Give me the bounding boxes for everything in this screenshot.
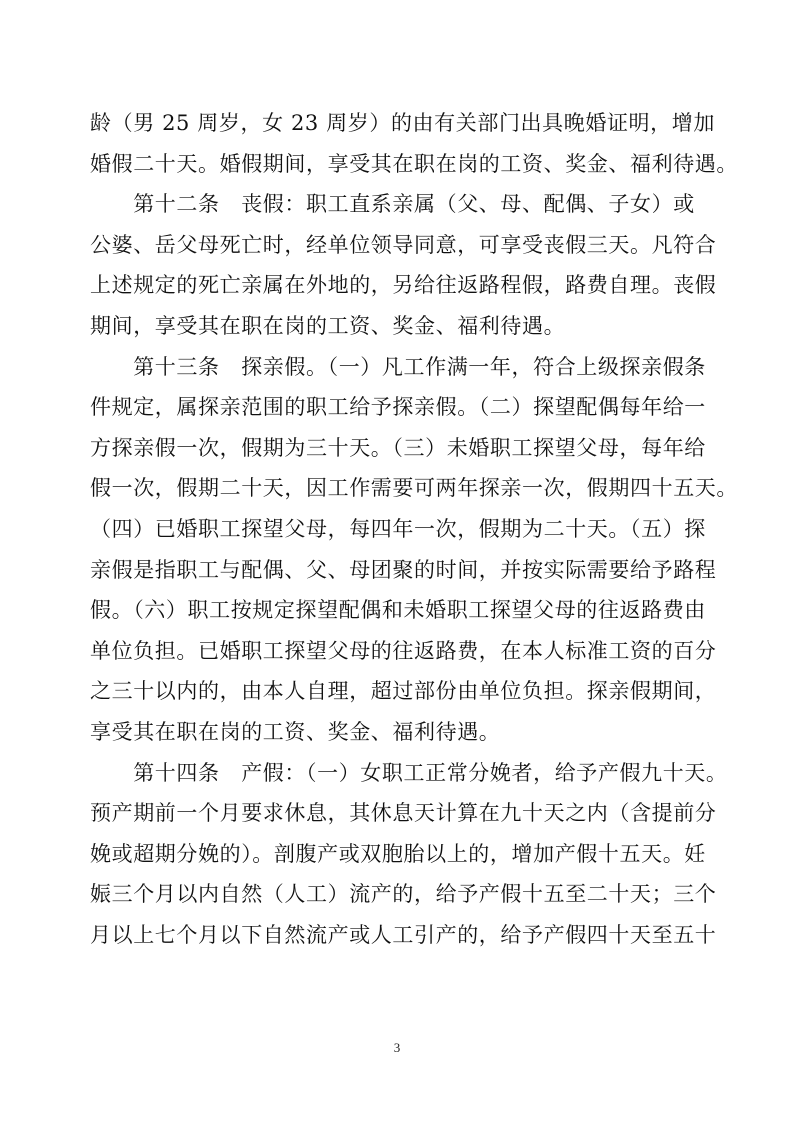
text-line: 亲假是指职工与配偶、父、母团聚的时间，并按实际需要给予路程 xyxy=(90,557,717,582)
text-line: 之三十以内的，由本人自理，超过部份由单位负担。探亲假期间， xyxy=(90,679,717,704)
page-number: 3 xyxy=(393,1040,401,1055)
text-line: 假一次，假期二十天，因工作需要可两年探亲一次，假期四十五天。 xyxy=(90,476,738,501)
text-line: 婚假二十天。婚假期间，享受其在职在岗的工资、奖金、福利待遇。 xyxy=(90,151,738,176)
text-line: 第十三条 探亲假。（一）凡工作满一年，符合上级探亲假条 xyxy=(90,354,706,379)
text-line: （四）已婚职工探望父母，每四年一次，假期为二十天。（五）探 xyxy=(90,516,706,541)
text-line: 娩或超期分娩的）。剖腹产或双胞胎以上的，增加产假十五天。妊 xyxy=(90,841,706,866)
text-line: 件规定，属探亲范围的职工给予探亲假。（二）探望配偶每年给一 xyxy=(90,395,706,420)
text-line: 期间，享受其在职在岗的工资、奖金、福利待遇。 xyxy=(90,313,566,338)
text-line: 假。（六）职工按规定探望配偶和未婚职工探望父母的往返路费由 xyxy=(90,598,706,623)
body-text xyxy=(90,103,738,955)
text-line: 方探亲假一次，假期为三十天。（三）未婚职工探望父母，每年给 xyxy=(90,435,706,460)
text-line: 龄（男 25 周岁，女 23 周岁）的由有关部门出具晚婚证明，增加 xyxy=(90,111,715,135)
text-line: 享受其在职在岗的工资、奖金、福利待遇。 xyxy=(90,719,501,744)
text-line: 第十二条 丧假：职工直系亲属（父、母、配偶、子女）或 xyxy=(90,192,695,217)
text-line: 公婆、岳父母死亡时，经单位领导同意，可享受丧假三天。凡符合 xyxy=(90,232,717,257)
text-line: 上述规定的死亡亲属在外地的，另给往返路程假，路费自理。丧假 xyxy=(90,273,717,298)
text-line: 预产期前一个月要求休息，其休息天计算在九十天之内（含提前分 xyxy=(90,801,717,826)
text-line: 娠三个月以内自然（人工）流产的，给予产假十五至二十天；三个 xyxy=(90,882,717,907)
text-line: 月以上七个月以下自然流产或人工引产的，给予产假四十天至五十 xyxy=(90,922,717,947)
text-line: 单位负担。已婚职工探望父母的往返路费，在本人标准工资的百分 xyxy=(90,638,717,663)
text-line: 第十四条 产假：（一）女职工正常分娩者，给予产假九十天。 xyxy=(90,760,728,785)
